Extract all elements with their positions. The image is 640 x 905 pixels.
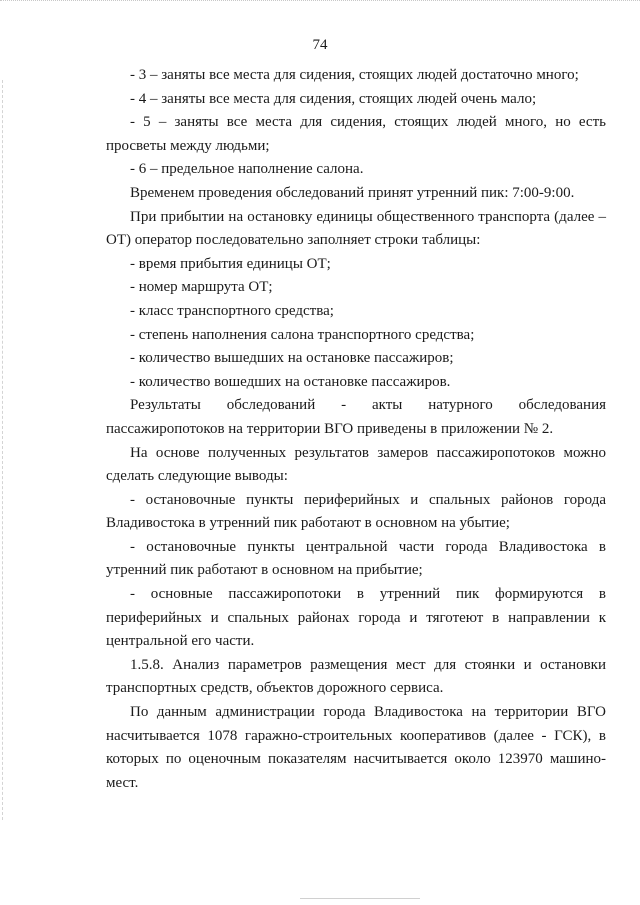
list-item-alighting: - количество вышедших на остановке пассажиров;	[130, 350, 454, 367]
list-item-fill-5: - 5 – заняты все места для сидения, стоящих людей много, но есть просветы между людьми;	[106, 114, 606, 154]
list-item-fill-6: - 6 – предельное наполнение салона.	[130, 161, 364, 178]
list-item-vehicle-class: - класс транспортного средства;	[130, 302, 334, 319]
body-text	[106, 64, 606, 795]
scan-edge-top	[0, 0, 640, 7]
list-item-fill-degree: - степень наполнения салона транспортного средства;	[130, 326, 475, 343]
section-heading-1-5-8: 1.5.8. Анализ параметров размещения мест для стоянки и остановки транспортных средств, объектов дорожного сервиса.	[106, 656, 606, 697]
list-item-fill-4: - 4 – заняты все места для сидения, стоящих людей очень мало;	[130, 90, 537, 107]
page-number: 74	[312, 37, 328, 53]
conclusion-main-flows: - основные пассажиропотоки в утренний пик формируются в периферийных и спальных районах города и тяготеют в направлении к центральной его части.	[106, 586, 606, 650]
paragraph-survey-results: Результаты обследований - акты натурного обследования пассажиропотоков на территории ВГО приведены в приложении № 2.	[106, 397, 606, 437]
conclusion-center: - остановочные пункты центральной части города Владивостока в утренний пик работают в основном на прибытие;	[106, 538, 606, 579]
scan-edge-bottom	[300, 898, 420, 899]
paragraph-operator-procedure: При прибытии на остановку единицы общественного транспорта (далее – ОТ) оператор последовательно заполняет строки таблицы:	[106, 208, 606, 249]
list-item-boarding: - количество вошедших на остановке пассажиров.	[130, 373, 451, 390]
list-item-arrival-time: - время прибытия единицы ОТ;	[130, 255, 331, 272]
scan-edge-left	[2, 80, 3, 820]
conclusion-periphery: - остановочные пункты периферийных и спальных районов города Владивостока в утренний пик работают в основном на убытие;	[106, 491, 606, 532]
list-item-fill-3: - 3 – заняты все места для сидения, стоящих людей достаточно много;	[130, 67, 579, 83]
paragraph-garage-cooperatives: По данным администрации города Владивостока на территории ВГО насчитывается 1078 гаражно-строительных кооперативов (далее - ГСК), в которых по оценочным показателям насчитывается около 123970 машино-мест.	[106, 704, 606, 791]
list-item-route-number: - номер маршрута ОТ;	[130, 279, 273, 296]
paragraph-conclusions-intro: На основе полученных результатов замеров пассажиропотоков можно сделать следующие выводы:	[106, 444, 606, 485]
paragraph-survey-time: Временем проведения обследований принят утренний пик: 7:00-9:00.	[130, 184, 575, 201]
